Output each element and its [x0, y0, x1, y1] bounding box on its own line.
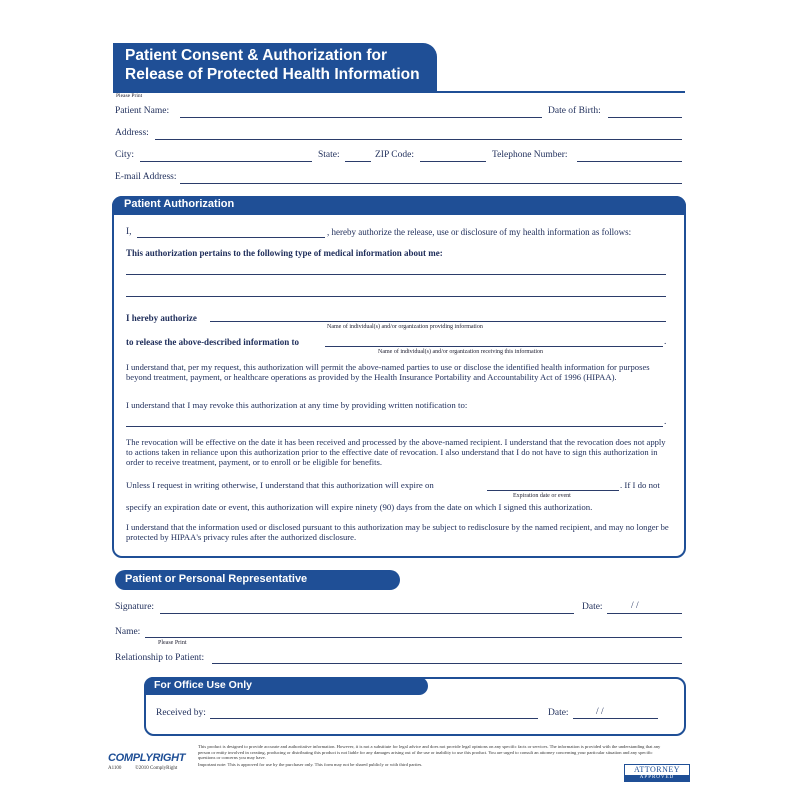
email-field[interactable]	[180, 183, 682, 184]
revoke-notification-field[interactable]	[126, 426, 663, 427]
rep-date-field[interactable]	[607, 613, 682, 614]
signature-field[interactable]	[160, 613, 574, 614]
rep-date-slashes: / /	[631, 601, 639, 611]
i-label: I,	[126, 227, 132, 237]
revocation-paragraph: The revocation will be effective on the date it has been received and processed by the above-named recipient. I understand that the revocation does not apply to actions taken in reliance upon this authorization prior to the effective date of revocation. I also understand that I do not have to sign this authorization in order to receive treatment, payment, or to enroll or be eligible for benefits.	[126, 437, 666, 468]
unless-text: Unless I request in writing otherwise, I understand that this authorization will expire on	[126, 480, 434, 490]
patient-name-field[interactable]	[180, 117, 542, 118]
state-label: State:	[318, 150, 340, 160]
legal-disclaimer: This product is designed to provide accurate and authoritative information. However, it is not a substitute for legal advice and does not provide legal opinions on any specific facts or services. The information is provided with the understanding that any person or entity involved in creating, producing or distributing this product is not liable for any damages arising out of the use or inability to use this product. You are urged to consult an attorney concerning your particular situation and any specific questions or concerns you may have.	[198, 744, 661, 761]
rep-please-print: Please Print	[158, 640, 187, 646]
form-number: A1100	[108, 766, 122, 771]
badge-top-text: ATTORNEY	[633, 765, 681, 774]
patient-authorizer-field[interactable]	[137, 237, 325, 238]
provider-caption: Name of individual(s) and/or organization providing information	[327, 324, 483, 330]
understand-paragraph: I understand that, per my request, this authorization will permit the above-named parties to use or disclose the identified health information for purposes beyond treatment, payment, or healthcare operations as provided by the Health Insurance Portability and Accountability Act of 1996 (HIPAA).	[126, 362, 650, 383]
provider-field[interactable]	[210, 321, 666, 322]
address-field[interactable]	[155, 139, 682, 140]
badge-bottom-text: APPROVED	[625, 775, 689, 781]
redisclosure-paragraph: I understand that the information used or disclosed pursuant to this authorization may be subject to redisclosure by the named recipient, and may no longer be protected by HIPAA's privacy rules after the authorized disclosure.	[126, 522, 669, 543]
zip-label: ZIP Code:	[375, 150, 414, 160]
revoke-period: .	[664, 417, 667, 427]
expiration-field[interactable]	[487, 490, 619, 491]
authorization-header: Patient Authorization	[112, 196, 686, 215]
please-print-note: Please Print	[116, 93, 143, 99]
name-label: Name:	[115, 627, 141, 637]
representative-header: Patient or Personal Representative	[115, 570, 400, 590]
copyright-text: ©2010 ComplyRight	[135, 766, 178, 771]
zip-field[interactable]	[420, 161, 486, 162]
rep-name-field[interactable]	[145, 637, 682, 638]
medical-info-line-1[interactable]	[126, 274, 666, 275]
office-header: For Office Use Only	[144, 677, 428, 695]
phone-label: Telephone Number:	[492, 150, 568, 160]
medical-info-line-2[interactable]	[126, 296, 666, 297]
recipient-caption: Name of individual(s) and/or organization receiving this information	[378, 349, 544, 355]
form-title-banner	[113, 43, 437, 91]
office-date-slashes: / /	[596, 707, 604, 717]
address-label: Address:	[115, 128, 149, 138]
relationship-field[interactable]	[212, 663, 682, 664]
email-label: E-mail Address:	[115, 172, 177, 182]
release-to-label: to release the above-described information to	[126, 337, 300, 347]
dob-label: Date of Birth:	[548, 106, 601, 116]
specify-text: specify an expiration date or event, this authorization will expire ninety (90) days from the date on which I signed this authorization.	[126, 502, 593, 512]
legal-notice: Important note: This is approved for use by the purchaser only. This form may not be shared publicly or with third parties.	[198, 762, 423, 767]
state-field[interactable]	[345, 161, 371, 162]
phone-field[interactable]	[577, 161, 682, 162]
city-label: City:	[115, 150, 135, 160]
signature-label: Signature:	[115, 602, 155, 612]
authorize-text: , hereby authorize the release, use or disclosure of my health information as follows:	[327, 227, 632, 237]
dob-field[interactable]	[608, 117, 682, 118]
form-title-line2: Release of Protected Health Information	[125, 66, 420, 83]
city-field[interactable]	[140, 161, 312, 162]
title-rule	[113, 91, 685, 93]
recipient-field[interactable]	[325, 346, 663, 347]
form-title-line1: Patient Consent & Authorization for	[125, 47, 388, 64]
attorney-approved-badge	[624, 764, 690, 782]
recipient-period: .	[664, 337, 667, 347]
received-by-label: Received by:	[156, 708, 206, 718]
office-date-label: Date:	[548, 708, 569, 718]
patient-name-label: Patient Name:	[115, 106, 170, 116]
office-date-field[interactable]	[573, 718, 658, 719]
revoke-text: I understand that I may revoke this authorization at any time by providing written notification to:	[126, 400, 468, 410]
if-not-text: . If I do not	[620, 480, 660, 490]
pertains-text: This authorization pertains to the following type of medical information about me:	[126, 248, 443, 258]
complyright-logo: COMPLYRIGHT	[108, 752, 186, 764]
expiration-caption: Expiration date or event	[513, 493, 571, 499]
relationship-label: Relationship to Patient:	[115, 653, 205, 663]
received-by-field[interactable]	[210, 718, 538, 719]
hereby-authorize-label: I hereby authorize	[126, 313, 197, 323]
rep-date-label: Date:	[582, 602, 603, 612]
